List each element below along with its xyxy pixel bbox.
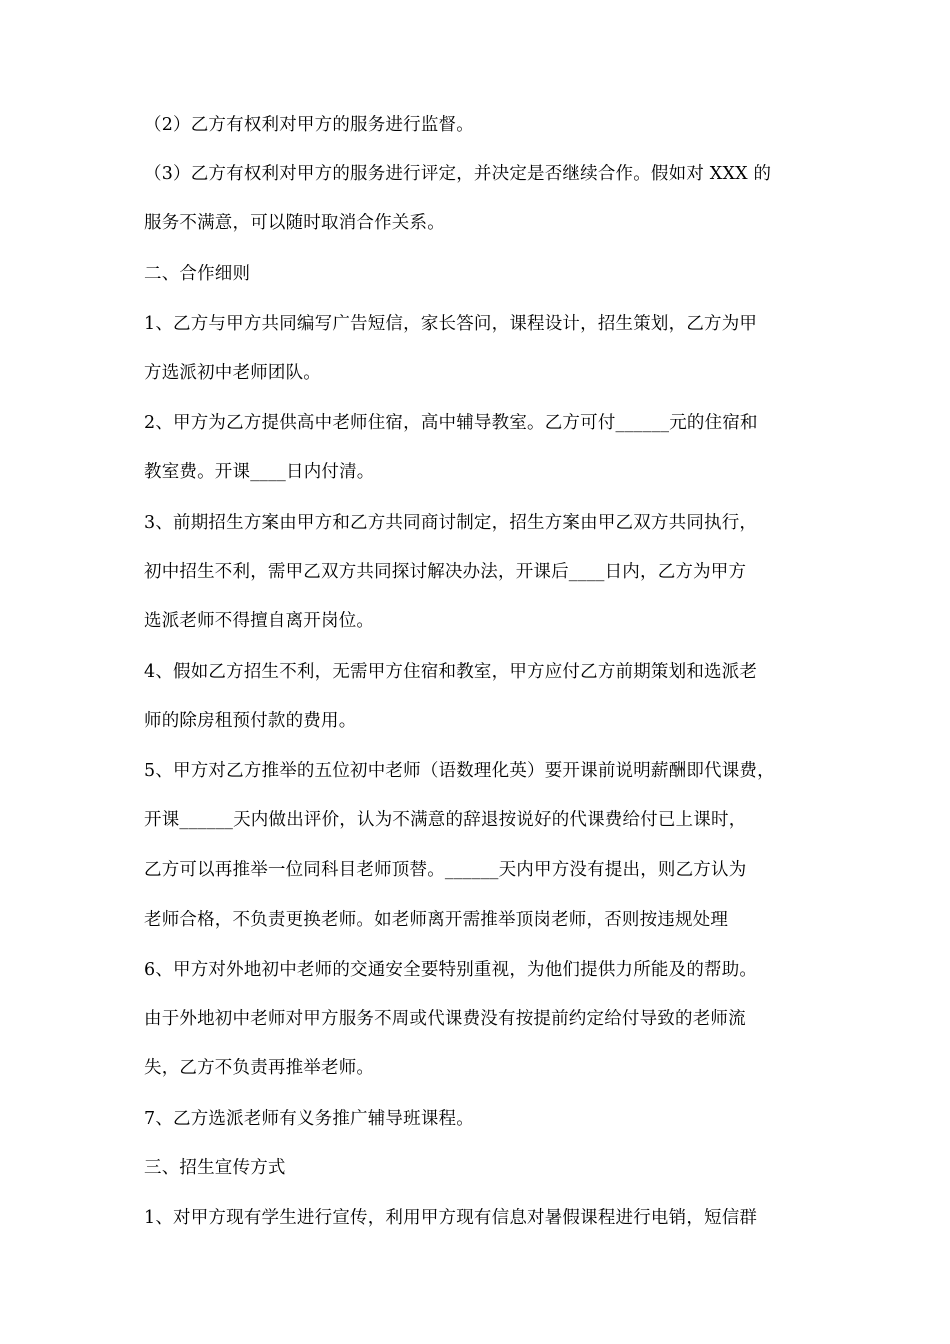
text-line: 由于外地初中老师对甲方服务不周或代课费没有按提前约定给付导致的老师流 xyxy=(144,1009,746,1029)
text-line: 失，乙方不负责再推举老师。 xyxy=(144,1058,375,1078)
text-line: 方选派初中老师团队。 xyxy=(144,363,321,383)
text-line: 初中招生不利，需甲乙双方共同探讨解决办法，开课后____日内，乙方为甲方 xyxy=(144,562,747,582)
text-line: 1、乙方与甲方共同编写广告短信，家长答问，课程设计，招生策划，乙方为甲 xyxy=(144,314,758,334)
text-line: 选派老师不得擅自离开岗位。 xyxy=(144,611,375,631)
text-line: （3）乙方有权利对甲方的服务进行评定，并决定是否继续合作。假如对 XXX 的 xyxy=(144,164,772,184)
text-line: 6、甲方对外地初中老师的交通安全要特别重视，为他们提供力所能及的帮助。 xyxy=(144,960,758,980)
text-line: 乙方可以再推举一位同科目老师顶替。______天内甲方没有提出，则乙方认为 xyxy=(144,860,747,880)
text-line: 4、假如乙方招生不利，无需甲方住宿和教室，甲方应付乙方前期策划和选派老 xyxy=(144,662,758,682)
text-line: 教室费。开课____日内付清。 xyxy=(144,462,375,482)
section-heading: 二、合作细则 xyxy=(144,264,251,284)
text-line: 7、乙方选派老师有义务推广辅导班课程。 xyxy=(144,1109,474,1129)
text-line: 3、前期招生方案由甲方和乙方共同商讨制定，招生方案由甲乙双方共同执行， xyxy=(144,513,758,533)
text-line: 5、甲方对乙方推举的五位初中老师（语数理化英）要开课前说明薪酬即代课费， xyxy=(144,761,775,781)
section-heading: 三、招生宣传方式 xyxy=(144,1158,286,1178)
text-line: 师的除房租预付款的费用。 xyxy=(144,711,357,731)
text-line: 老师合格，不负责更换老师。如老师离开需推举顶岗老师，否则按违规处理 xyxy=(144,910,729,930)
text-line: 1、对甲方现有学生进行宣传，利用甲方现有信息对暑假课程进行电销，短信群 xyxy=(144,1208,758,1228)
text-line: （2）乙方有权利对甲方的服务进行监督。 xyxy=(144,115,474,135)
text-line: 服务不满意，可以随时取消合作关系。 xyxy=(144,213,445,233)
text-line: 2、甲方为乙方提供高中老师住宿，高中辅导教室。乙方可付______元的住宿和 xyxy=(144,413,758,433)
text-line: 开课______天内做出评价，认为不满意的辞退按说好的代课费给付已上课时， xyxy=(144,810,747,830)
